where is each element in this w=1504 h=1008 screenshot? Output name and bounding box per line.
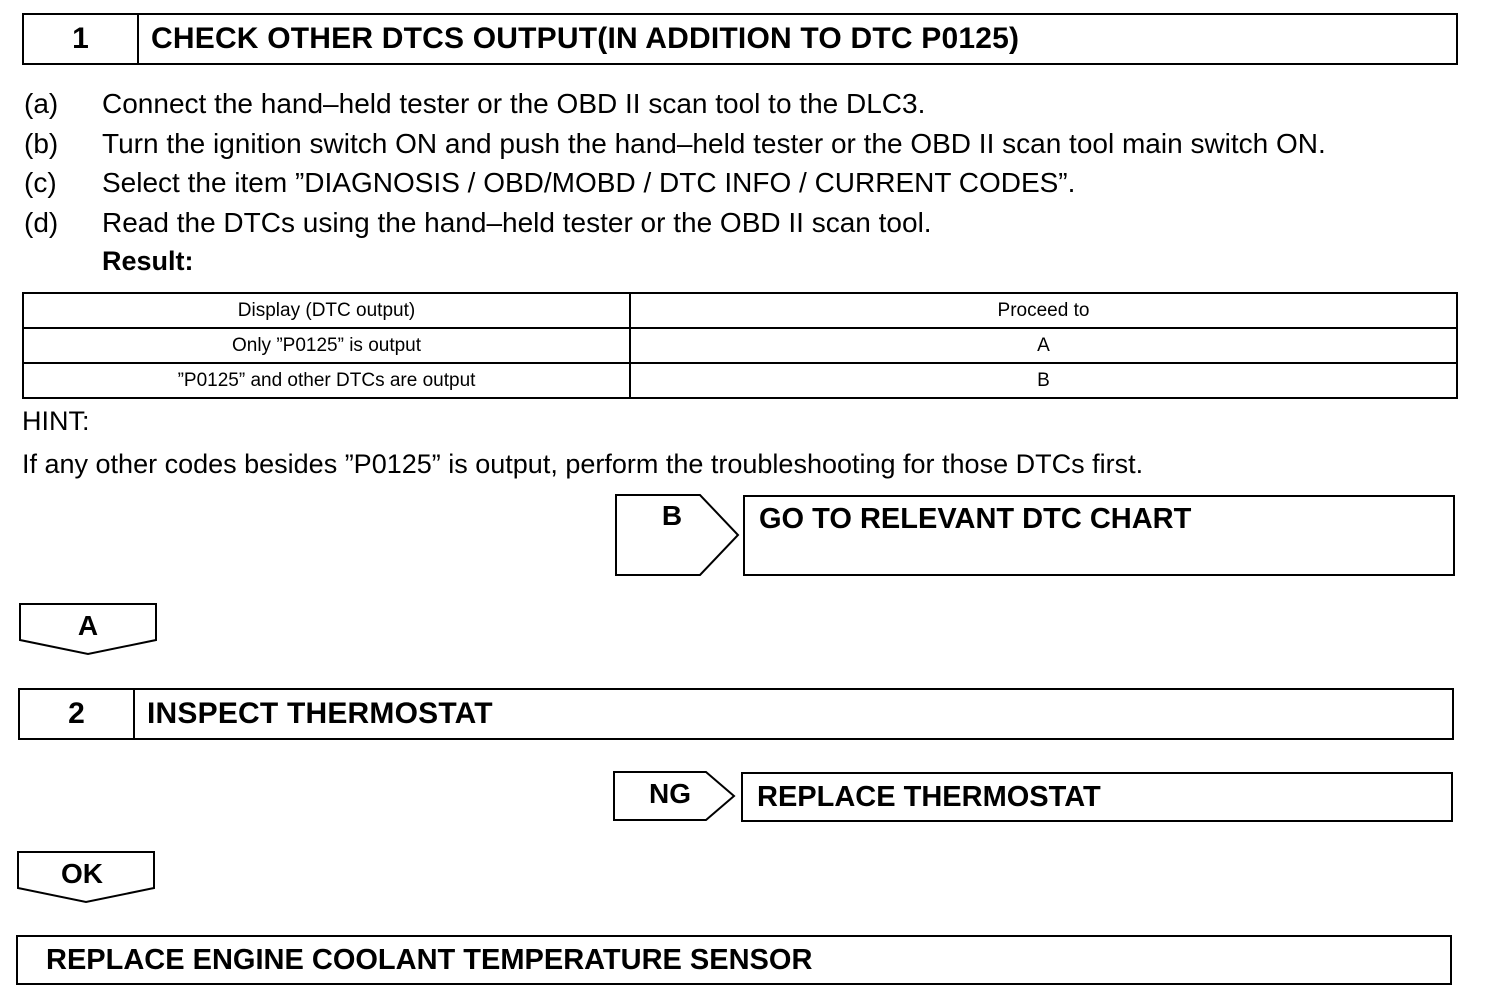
table-cell: Only ”P0125” is output [23,328,630,363]
instruction-letter: (c) [24,167,57,198]
table-header-cell: Proceed to [630,293,1457,328]
branch-ok-label: OK [61,858,103,889]
instruction-d [0,207,1504,243]
table-cell: A [630,328,1457,363]
branch-a-label: A [77,610,99,641]
table-header-cell: Display (DTC output) [23,293,630,328]
branch-b-label: B [661,500,683,531]
step-2-header [18,688,1454,740]
branch-ng-label: NG [649,778,691,809]
table-header-row [23,293,1457,328]
table-cell: ”P0125” and other DTCs are output [23,363,630,398]
result-label: Result: [102,246,194,276]
table-row [23,328,1457,363]
instruction-letter: (d) [24,207,59,238]
instruction-text: Read the DTCs using the hand–held tester or the OBD II scan tool. [102,207,932,238]
table-row [23,363,1457,398]
instruction-text: Turn the ignition switch ON and push the hand–held tester or the OBD II scan tool main switch ON. [102,128,1326,159]
step-2-title: INSPECT THERMOSTAT [147,697,493,730]
step-1-number: 1 [24,15,139,63]
instruction-text: Select the item ”DIAGNOSIS / OBD/MOBD / DTC INFO / CURRENT CODES”. [102,167,1076,198]
instruction-text: Connect the hand–held tester or the OBD II scan tool to the DLC3. [102,88,926,119]
branch-ng-destination: REPLACE THERMOSTAT [741,772,1453,822]
step-1-header [22,13,1458,65]
instruction-letter: (a) [24,88,59,119]
instruction-letter: (b) [24,128,59,159]
instruction-a [0,88,1504,124]
step-2-number: 2 [20,690,135,738]
step-1-title: CHECK OTHER DTCS OUTPUT(IN ADDITION TO DTC P0125) [151,22,1020,55]
instruction-b [0,128,1504,164]
table-cell: B [630,363,1457,398]
hint-label: HINT: [22,406,90,436]
branch-b-destination: GO TO RELEVANT DTC CHART [743,495,1455,576]
final-action-box: REPLACE ENGINE COOLANT TEMPERATURE SENSOR [16,935,1452,985]
instruction-c [0,167,1504,203]
result-table [22,292,1458,399]
hint-text: If any other codes besides ”P0125” is output, perform the troubleshooting for those DTCs first. [22,449,1144,479]
